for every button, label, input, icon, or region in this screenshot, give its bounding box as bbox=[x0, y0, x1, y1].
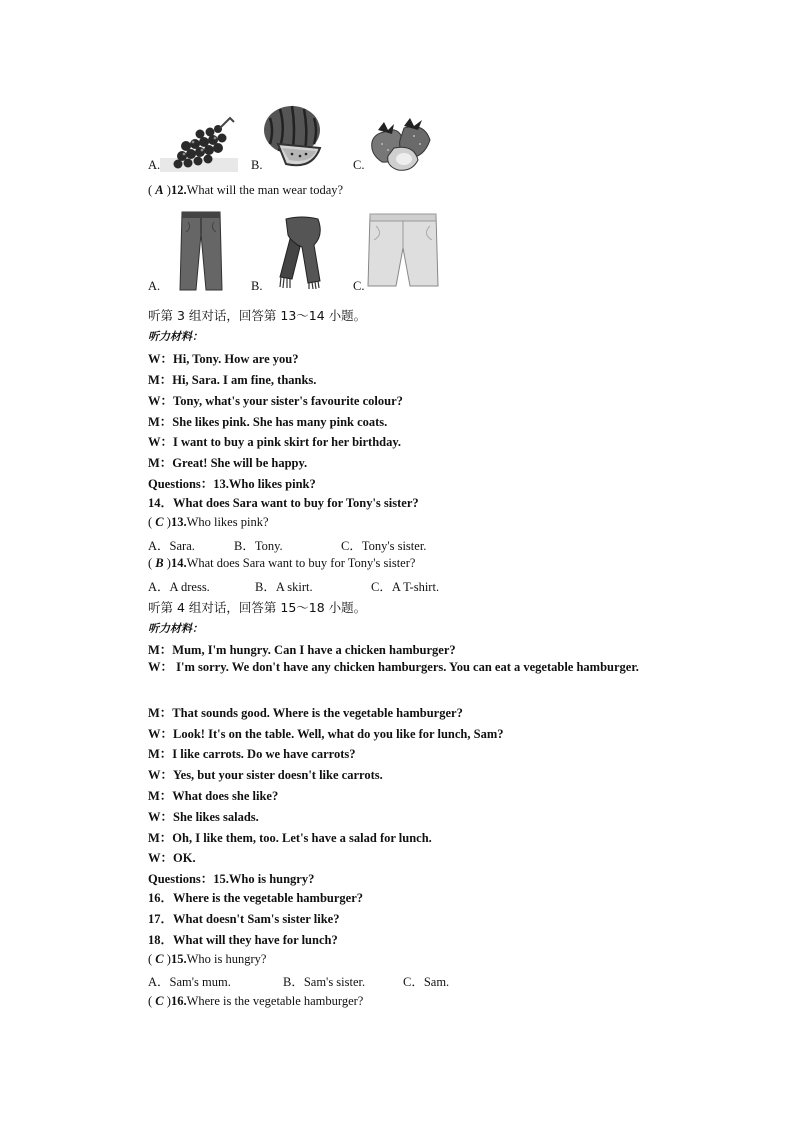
option-a: A．Sara. bbox=[148, 539, 195, 553]
grapes-image bbox=[160, 112, 238, 172]
question-16: ( C )16.Where is the vegetable hamburger? bbox=[148, 994, 364, 1008]
dialog3-line: M：She likes pink. She has many pink coats. bbox=[148, 415, 388, 429]
option-b: B．Sam's sister. bbox=[283, 975, 366, 989]
dialog3-line: W：I want to buy a pink skirt for her birthday. bbox=[148, 435, 402, 449]
question-13: ( C )13.Who likes pink? bbox=[148, 515, 269, 529]
dialog4-questions: 16．Where is the vegetable hamburger? bbox=[148, 891, 364, 905]
option-c: C．Sam. bbox=[403, 975, 450, 989]
dialog4-questions: Questions：15.Who is hungry? bbox=[148, 872, 315, 886]
dialog4-line: M：Oh, I like them, too. Let's have a salad for lunch. bbox=[148, 831, 432, 845]
dialog4-questions: 18．What will they have for lunch? bbox=[148, 933, 338, 947]
question-12: ( A )12.What will the man wear today? bbox=[148, 183, 344, 197]
option-a: A．A dress. bbox=[148, 580, 210, 594]
q12-option-a-label: A. bbox=[148, 279, 161, 293]
answer-15: C bbox=[155, 952, 164, 966]
dialog3-line: W：Hi, Tony. How are you? bbox=[148, 352, 299, 366]
dialog3-questions: Questions：13.Who likes pink? bbox=[148, 477, 316, 491]
q11-option-c-label: C. bbox=[353, 158, 365, 172]
dialog4-line: M：What does she like? bbox=[148, 789, 279, 803]
section-4-heading: 听第 4 组对话，回答第 15～18 小题。 bbox=[148, 600, 367, 615]
q11-option-a-label: A. bbox=[148, 158, 161, 172]
option-b: B．A skirt. bbox=[255, 580, 313, 594]
question-13-options bbox=[148, 536, 426, 554]
dialog4-line: M：Mum, I'm hungry. Can I have a chicken hamburger? bbox=[148, 643, 456, 657]
scarf-image bbox=[272, 215, 332, 289]
trousers-image bbox=[178, 210, 224, 292]
q11-option-b-label: B. bbox=[251, 158, 263, 172]
option-c: C．Tony's sister. bbox=[341, 539, 427, 553]
section-3-heading: 听第 3 组对话，回答第 13～14 小题。 bbox=[148, 308, 367, 323]
question-14: ( B )14.What does Sara want to buy for Tony's sister? bbox=[148, 556, 416, 570]
question-15: ( C )15.Who is hungry? bbox=[148, 952, 267, 966]
answer-13: C bbox=[155, 515, 164, 529]
dialog4-line: W：She likes salads. bbox=[148, 810, 259, 824]
dialog4-line: W：Yes, but your sister doesn't like carrots. bbox=[148, 768, 383, 782]
q12-option-c-label: C. bbox=[353, 279, 365, 293]
strawberries-image bbox=[364, 114, 444, 172]
dialog4-line: W：Look! It's on the table. Well, what do you like for lunch, Sam? bbox=[148, 727, 504, 741]
question-15-options bbox=[148, 972, 449, 990]
dialog4-questions: 17．What doesn't Sam's sister like? bbox=[148, 912, 340, 926]
answer-16: C bbox=[155, 994, 164, 1008]
dialog4-line: M：That sounds good. Where is the vegetable hamburger? bbox=[148, 706, 463, 720]
dialog3-line: M：Great! She will be happy. bbox=[148, 456, 308, 470]
watermelon-image bbox=[262, 104, 324, 172]
option-c: C．A T-shirt. bbox=[371, 580, 440, 594]
answer-14: B bbox=[155, 556, 164, 570]
option-b: B．Tony. bbox=[234, 539, 283, 553]
dialog4-line: M：I like carrots. Do we have carrots? bbox=[148, 747, 356, 761]
q12-option-b-label: B. bbox=[251, 279, 263, 293]
shorts-image bbox=[366, 212, 440, 288]
dialog4-line: W：OK. bbox=[148, 851, 196, 865]
listening-material-label: 听力材料： bbox=[148, 623, 203, 635]
dialog3-line: M：Hi, Sara. I am fine, thanks. bbox=[148, 373, 317, 387]
option-a: A．Sam's mum. bbox=[148, 975, 231, 989]
listening-material-label: 听力材料： bbox=[148, 331, 203, 343]
dialog4-line-long: W： I'm sorry. We don't have any chicken hamburgers. You can eat a vegetable hamburger. bbox=[148, 660, 639, 674]
question-14-options bbox=[148, 577, 439, 595]
answer-12: A bbox=[155, 183, 164, 197]
dialog3-line: W：Tony, what's your sister's favourite colour? bbox=[148, 394, 403, 408]
dialog3-questions: 14．What does Sara want to buy for Tony's sister? bbox=[148, 496, 419, 510]
